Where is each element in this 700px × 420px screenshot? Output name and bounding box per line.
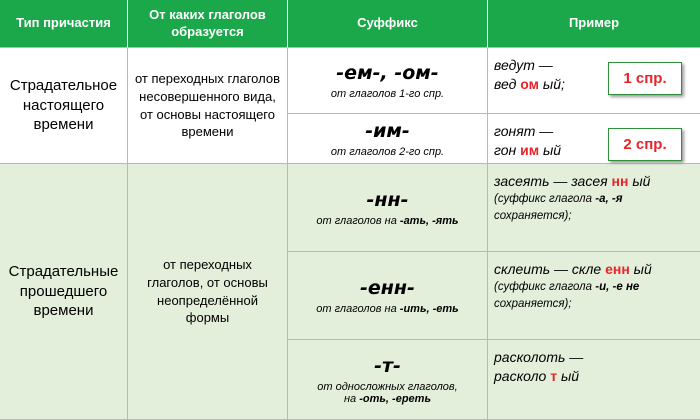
example-verb: засеять — засея — [494, 173, 608, 189]
suffix-note: от глаголов 2-го спр. — [330, 145, 445, 158]
suffix-text: -нн- — [366, 188, 409, 211]
example-raskolotyy — [488, 340, 700, 420]
example-ending: ый; — [542, 75, 565, 92]
past-type: Страдательные прошедшего времени — [0, 164, 128, 420]
example-verb: расколоть — — [494, 349, 584, 365]
example-suffix: енн — [605, 261, 630, 277]
suffix-im — [288, 114, 488, 164]
suffix-note: от односложных глаголов, на -оть, -ереть — [317, 380, 458, 405]
suffix-text: -енн- — [360, 276, 415, 299]
suffix-text: -ем-, -ом- — [336, 61, 439, 84]
example-ending: ый — [632, 173, 651, 189]
example-zaseyanny — [488, 164, 700, 252]
example-suffix: ом — [520, 75, 539, 92]
example-ending: ый — [560, 367, 580, 384]
example-suffix: им — [520, 141, 540, 158]
example-suffix: нн — [611, 173, 629, 189]
suffix-t — [288, 340, 488, 420]
past-from: от переходных глаголов, от основы неопределённой формы — [128, 164, 288, 420]
example-ending: ый — [543, 141, 562, 158]
suffix-em-om — [288, 48, 488, 114]
header-suffix: Суффикс — [288, 0, 488, 48]
example-stem: вед — [494, 75, 517, 92]
conjugation-badge-1: 1 спр. — [608, 62, 682, 95]
suffix-note: от глаголов на -ить, -еть — [316, 302, 459, 315]
example-comment: (суффикс глагола -а, -я сохраняется); — [494, 192, 623, 223]
example-verb: ведут — — [494, 57, 553, 73]
present-from: от переходных глаголов несовершенного вида, от основы настоящего времени — [128, 48, 288, 164]
suffix-note: от глаголов на -ать, -ять — [316, 214, 459, 227]
header-from: От каких глаголов образуется — [128, 0, 288, 48]
conjugation-badge-2: 2 спр. — [608, 128, 682, 161]
suffix-text: -им- — [365, 119, 410, 142]
example-ending: ый — [633, 261, 652, 277]
suffix-note: от глаголов 1-го спр. — [330, 87, 445, 100]
header-type: Тип причастия — [0, 0, 128, 48]
example-skleenny — [488, 252, 700, 340]
suffix-text: -т- — [374, 354, 401, 377]
example-verb: склеить — скле — [494, 261, 602, 277]
suffix-nn — [288, 164, 488, 252]
example-stem: гон — [494, 141, 517, 158]
present-type: Страдательное настоящего времени — [0, 48, 128, 164]
example-comment: (суффикс глагола -и, -е не сохраняется); — [494, 280, 640, 311]
suffix-enn — [288, 252, 488, 340]
example-verb: гонят — — [494, 123, 554, 139]
example-stem: расколо — [494, 367, 547, 384]
example-suffix: т — [550, 367, 558, 384]
header-example: Пример — [488, 0, 700, 48]
